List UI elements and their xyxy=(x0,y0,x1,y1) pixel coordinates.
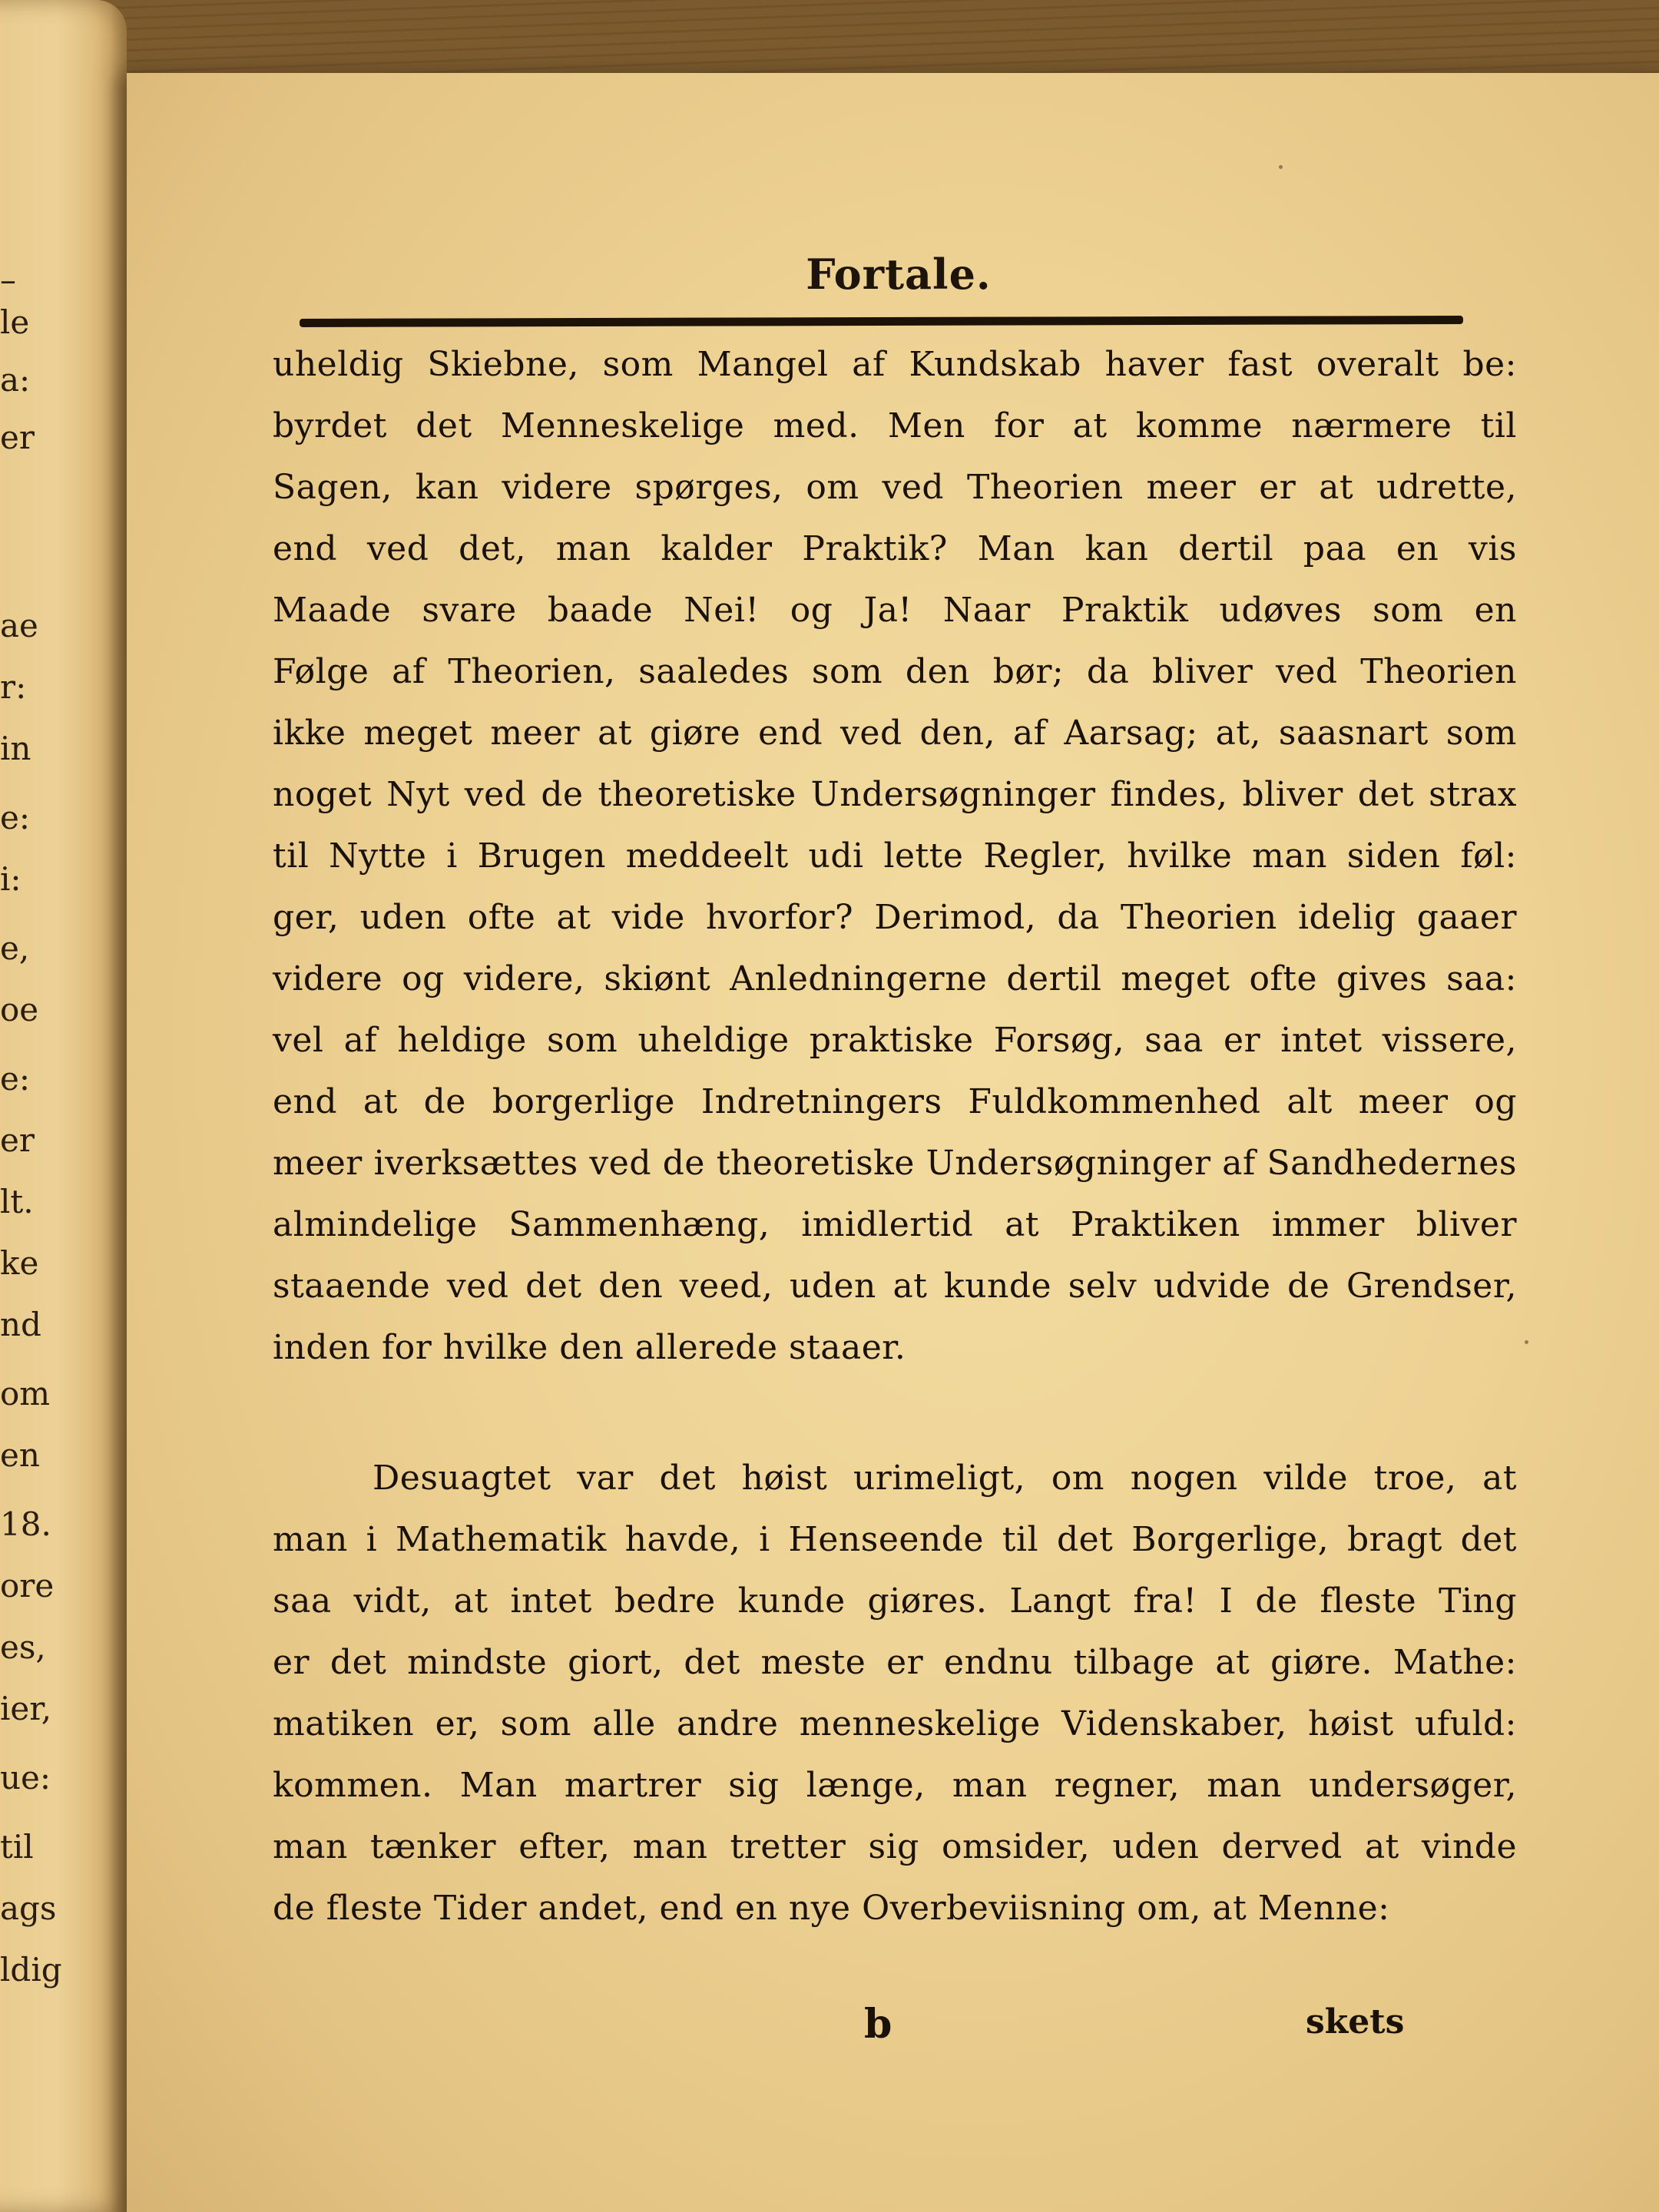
paper-speck xyxy=(1525,1340,1528,1344)
paragraph-gap xyxy=(273,1379,1517,1448)
left-page-fragment: r: xyxy=(0,668,27,706)
text-line: noget Nyt ved de theoretiske Undersøgninger findes, bliver det strax xyxy=(273,775,1517,814)
left-page-fragment: ue: xyxy=(0,1759,51,1796)
text-line: saa vidt, at intet bedre kunde giøres. Langt fra! I de fleste Ting xyxy=(273,1581,1517,1621)
text-line: ikke meget meer at giøre end ved den, af Aarsag; at, saasnart som xyxy=(273,714,1517,753)
text-line: man i Mathematik havde, i Henseende til det Borgerlige, bragt det xyxy=(273,1520,1517,1559)
text-line: Følge af Theorien, saaledes som den bør; da bliver ved Theorien xyxy=(273,652,1517,691)
left-page-fragment: en xyxy=(0,1436,40,1474)
text-line: Desuagtet var det høist urimeligt, om nogen vilde troe, at xyxy=(373,1459,1517,1498)
left-page-fragment: lt. xyxy=(0,1183,34,1220)
text-line: meer iverksættes ved de theoretiske Undersøgninger af Sandhedernes xyxy=(273,1144,1517,1183)
left-page-text-fragments xyxy=(0,0,115,2212)
header-rule xyxy=(300,316,1463,327)
paragraph-2 xyxy=(273,1448,1517,1939)
left-page-fragment: er xyxy=(0,419,35,456)
left-page-fragment: ags xyxy=(0,1889,57,1927)
catchword: skets xyxy=(1306,2002,1405,2041)
page-body xyxy=(273,334,1517,1939)
text-line: vel af heldige som uheldige praktiske Forsøg, saa er intet vissere, xyxy=(273,1021,1517,1060)
left-page-fragment: til xyxy=(0,1828,34,1866)
left-page-fragment: nd xyxy=(0,1306,41,1343)
paragraph-1 xyxy=(273,334,1517,1379)
left-page-fragment: 18. xyxy=(0,1505,51,1543)
paper-speck xyxy=(1279,165,1283,169)
left-page-fragment: – xyxy=(0,261,16,299)
left-page-fragment: e: xyxy=(0,799,31,836)
text-line: uheldig Skiebne, som Mangel af Kundskab haver fast overalt be: xyxy=(273,345,1517,384)
text-line: byrdet det Menneskelige med. Men for at komme nærmere til xyxy=(273,406,1517,445)
running-header: Fortale. xyxy=(806,250,992,299)
text-line: matiken er, som alle andre menneskelige Videnskaber, høist ufuld: xyxy=(273,1704,1517,1743)
left-page-fragment: om xyxy=(0,1375,51,1412)
text-line: end at de borgerlige Indretningers Fuldkommenhed alt meer og xyxy=(273,1082,1517,1121)
left-page-fragment: ldig xyxy=(0,1951,62,1988)
left-page-fragment: e: xyxy=(0,1060,31,1098)
left-page-fragment: ke xyxy=(0,1244,39,1282)
left-page-fragment: es, xyxy=(0,1628,46,1666)
text-line: end ved det, man kalder Praktik? Man kan dertil paa en vis xyxy=(273,529,1517,568)
text-line: til Nytte i Brugen meddeelt udi lette Regler, hvilke man siden føl: xyxy=(273,836,1517,876)
left-page-fragment: ore xyxy=(0,1567,55,1604)
left-page-fragment: i: xyxy=(0,860,22,898)
left-page-fragment: e, xyxy=(0,929,30,967)
left-page-fragment: er xyxy=(0,1121,35,1159)
left-page-fragment: le xyxy=(0,303,30,341)
text-line: kommen. Man martrer sig længe, man regner, man undersøger, xyxy=(273,1766,1517,1805)
text-line: Sagen, kan videre spørges, om ved Theorien meer er at udrette, xyxy=(273,468,1517,507)
text-line: de fleste Tider andet, end en nye Overbeviisning om, at Menne: xyxy=(273,1889,1390,1928)
text-line: Maade svare baade Nei! og Ja! Naar Praktik udøves som en xyxy=(273,591,1517,630)
text-line: ger, uden ofte at vide hvorfor? Derimod, da Theorien idelig gaaer xyxy=(273,898,1517,937)
left-page-fragment: ier, xyxy=(0,1690,52,1727)
text-line: er det mindste giort, det meste er endnu tilbage at giøre. Mathe: xyxy=(273,1643,1517,1682)
text-line: man tænker efter, man tretter sig omsider, uden derved at vinde xyxy=(273,1827,1517,1866)
text-line: inden for hvilke den allerede staaer. xyxy=(273,1328,906,1367)
left-page-fragment: in xyxy=(0,730,31,767)
text-line: staaende ved det den veed, uden at kunde selv udvide de Grendser, xyxy=(273,1267,1517,1306)
left-page-fragment: ae xyxy=(0,607,38,644)
signature-mark: b xyxy=(864,2001,892,2048)
right-page xyxy=(127,73,1659,2212)
text-line: almindelige Sammenhæng, imidlertid at Praktiken immer bliver xyxy=(273,1205,1517,1244)
left-page-fragment: oe xyxy=(0,991,39,1028)
text-line: videre og videre, skiønt Anledningerne dertil meget ofte gives saa: xyxy=(273,959,1517,998)
left-page-fragment: a: xyxy=(0,361,31,399)
